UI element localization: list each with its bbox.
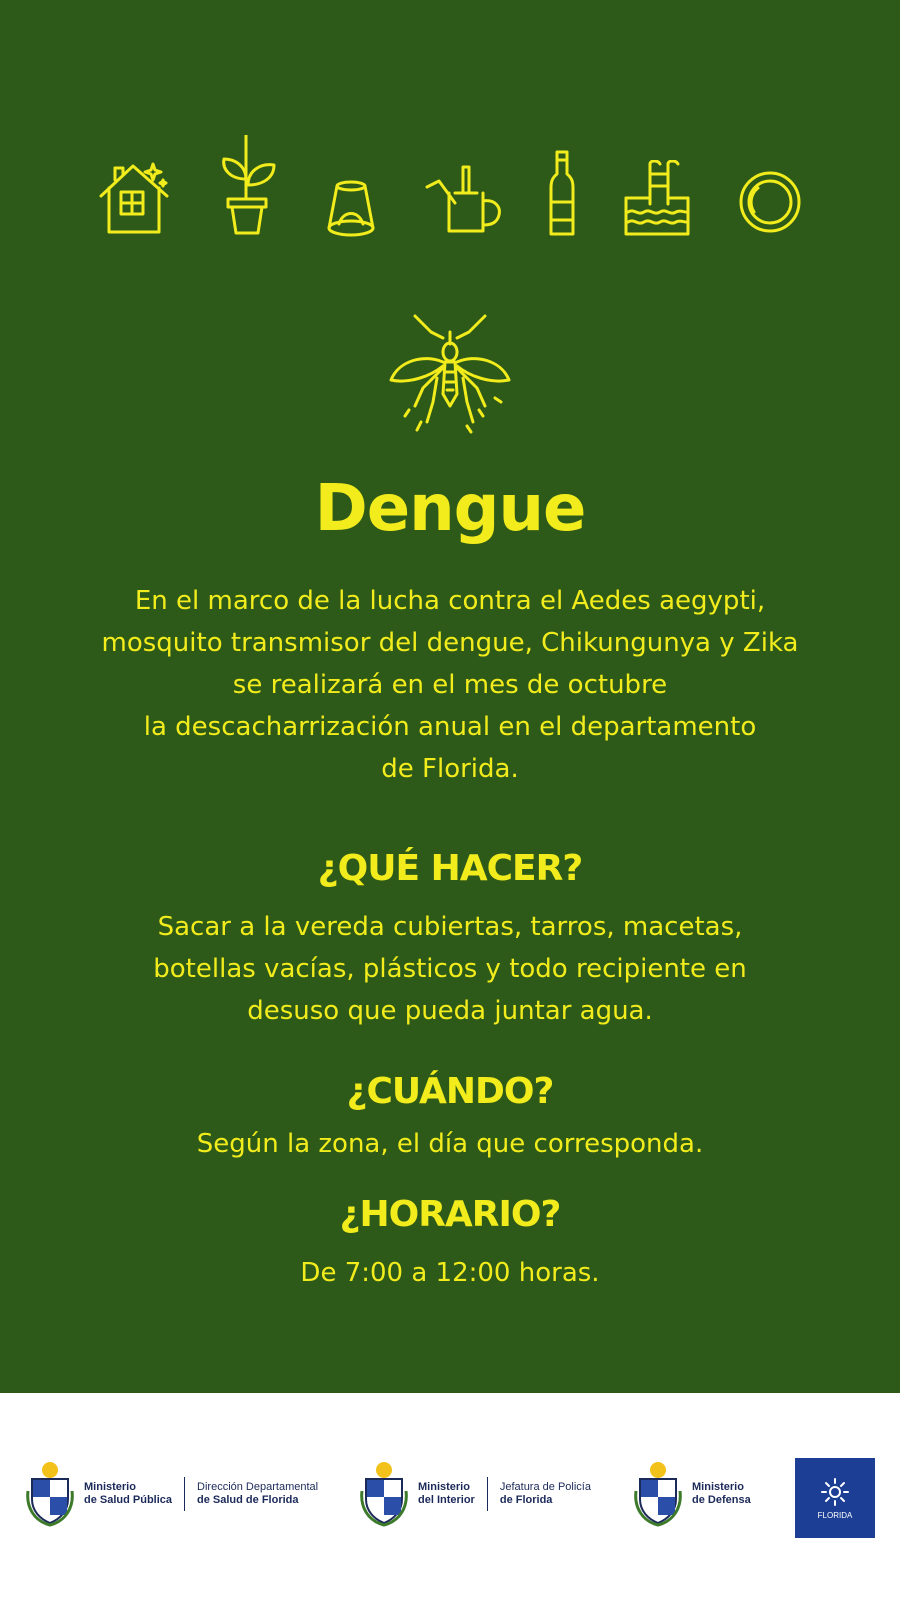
icon-row <box>0 130 900 250</box>
intro-line: En el marco de la lucha contra el Aedes aegypti, <box>134 586 766 616</box>
divider <box>487 1477 488 1511</box>
page-title: Dengue <box>314 472 586 546</box>
horario-heading: ¿HORARIO? <box>339 1194 561 1235</box>
que-hacer-text <box>40 906 860 1032</box>
defensa-line1: Ministerio <box>692 1481 744 1493</box>
que-hacer-line: botellas vacías, plásticos y todo recipiente en <box>153 954 747 984</box>
msp-line1: Ministerio <box>84 1481 136 1493</box>
jefatura-line2: de Florida <box>499 1494 553 1506</box>
msp-logo-group <box>24 1461 318 1527</box>
plate-icon <box>738 170 802 234</box>
intro-line: de Florida. <box>381 754 519 784</box>
interior-logo-group <box>358 1461 591 1527</box>
jefatura-line1: Jefatura de Policía <box>499 1481 591 1493</box>
cuando-line: Según la zona, el día que corresponda. <box>196 1129 704 1159</box>
bottle-icon <box>548 150 576 238</box>
defensa-line2: de Defensa <box>692 1494 751 1506</box>
interior-line1: Ministerio <box>418 1481 470 1493</box>
coat-of-arms-icon <box>632 1461 684 1527</box>
defensa-logo-group <box>632 1461 751 1527</box>
plant-icon <box>220 135 280 237</box>
pool-icon <box>622 160 692 238</box>
horario-line: De 7:00 a 12:00 horas. <box>300 1258 600 1288</box>
direccion-line2: de Salud de Florida <box>197 1494 299 1506</box>
intro-line: mosquito transmisor del dengue, Chikungunya y Zika <box>101 628 799 658</box>
intro-line: la descacharrización anual en el departamento <box>143 712 757 742</box>
bucket-icon <box>325 180 377 238</box>
footer-logos <box>0 1393 900 1600</box>
horario-text <box>40 1252 860 1294</box>
mosquito-icon <box>385 310 515 440</box>
florida-name: FLORIDA <box>817 1510 853 1520</box>
msp-line2: de Salud Pública <box>84 1494 173 1506</box>
cuando-text <box>40 1123 860 1165</box>
direccion-line1: Dirección Departamental <box>197 1481 319 1493</box>
house-icon <box>97 158 173 236</box>
que-hacer-line: Sacar a la vereda cubiertas, tarros, macetas, <box>157 912 743 942</box>
coat-of-arms-icon <box>24 1461 76 1527</box>
interior-line2: del Interior <box>418 1494 475 1506</box>
cuando-heading: ¿CUÁNDO? <box>346 1071 554 1112</box>
sun-icon <box>820 1477 850 1507</box>
que-hacer-line: desuso que pueda juntar agua. <box>247 996 653 1026</box>
intro-line: se realizará en el mes de octubre <box>232 670 668 700</box>
florida-logo <box>795 1458 875 1538</box>
intro-paragraph <box>40 580 860 790</box>
watering-can-icon <box>425 165 505 237</box>
que-hacer-heading: ¿QUÉ HACER? <box>317 848 583 889</box>
coat-of-arms-icon <box>358 1461 410 1527</box>
divider <box>184 1477 185 1511</box>
